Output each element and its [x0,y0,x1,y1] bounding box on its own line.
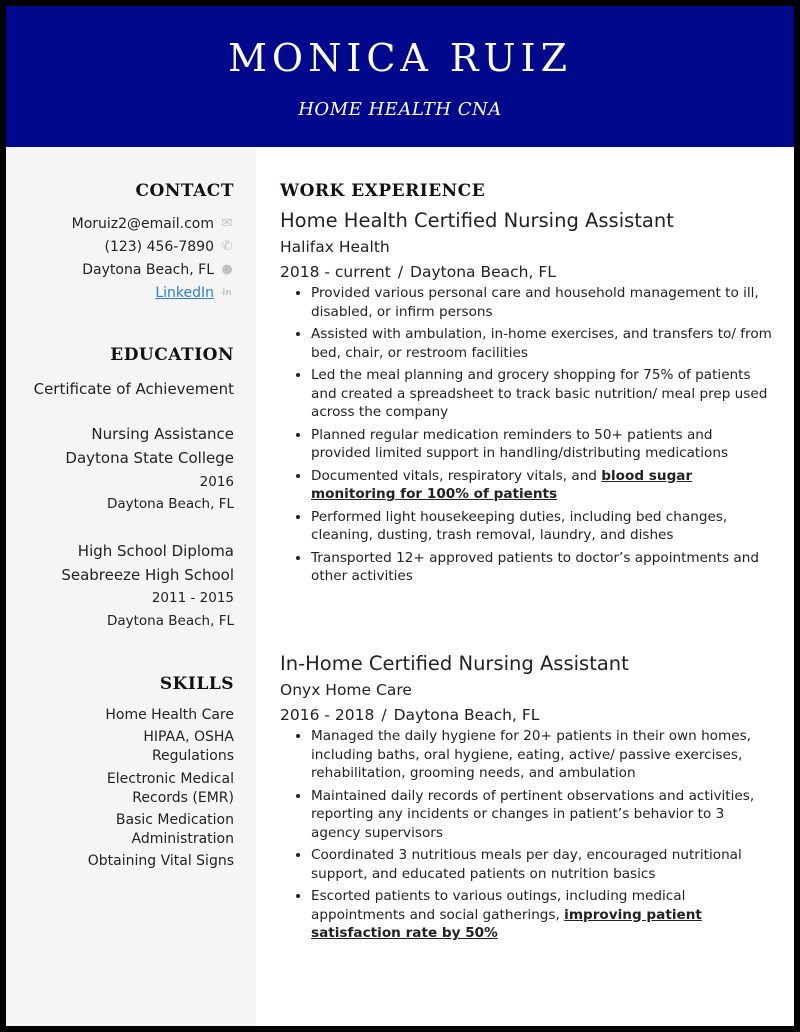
education-1-degree: Certificate of Achievement [33,380,234,398]
job-entry-2 [280,651,775,947]
job-meta [280,261,775,283]
contact-email [72,215,234,233]
job-company: Onyx Home Care [280,681,412,699]
job-title: Home Health Certified Nursing Assistant [280,209,674,232]
bullet-item: • Maintained daily records of pertinent observations and activities, reporting any incidents or changes in patient’s behavior to 3 agency supervisors [311,787,775,843]
job-entry-1 [280,208,775,590]
bullet-item: • Assisted with ambulation, in-home exercises, and transfers to/ from bed, chair, or restroom facilities [311,325,775,362]
resume-page [6,6,794,1026]
bullet-text: Documented vitals, respiratory vitals, and [311,467,602,484]
job-dates: 2016 - 2018 [280,706,375,724]
skill-item: HIPAA, OSHA Regulations [143,729,234,764]
candidate-name: MONICA RUIZ [228,36,572,80]
job-meta [280,704,775,726]
contact-heading: CONTACT [135,181,234,201]
bullet-item: • Provided various personal care and household management to ill, disabled, or infirm persons [311,284,775,321]
phone-text: (123) 456-7890 [104,239,214,255]
skill-item: Obtaining Vital Signs [87,853,234,869]
job-dates: 2018 - current [280,263,391,281]
bullet-item: • Planned regular medication reminders to 50+ patients and provided limited support in handling/distributing medications [311,426,775,463]
sidebar [6,147,256,1026]
education-2-dates: 2011 - 2015 [151,590,234,606]
skill-item: Home Health Care [105,707,234,723]
meta-separator: / [397,263,404,281]
education-1-location: Daytona Beach, FL [106,496,234,512]
contact-linkedin [155,284,234,302]
map-pin-icon: ● [221,262,233,277]
job-location: Daytona Beach, FL [410,263,556,281]
linkedin-icon: in [222,288,232,298]
email-text: Moruiz2@email.com [71,216,214,232]
contact-location [82,261,234,279]
bullet-item: • Led the meal planning and grocery shopping for 75% of patients and created a spreadsheet to track basic nutrition/ meal prep used across the company [311,366,775,422]
education-2-school: Seabreeze High School [61,566,234,584]
job-title: In-Home Certified Nursing Assistant [280,652,629,675]
job-bullets [280,284,775,586]
bullet-highlight: improving patient satisfaction rate by 50% [311,906,702,941]
bullet-item: • Coordinated 3 nutritious meals per day, encouraged nutritional support, and educated patients on nutrition basics [311,846,775,883]
education-1-dates: 2016 [199,474,234,490]
resume-header [6,6,794,147]
bullet-item [311,887,775,943]
education-heading: EDUCATION [110,345,234,365]
bullet-item: • Transported 12+ approved patients to doctor’s appointments and other activities [311,549,775,586]
education-2-location: Daytona Beach, FL [106,613,234,629]
skills-heading: SKILLS [159,674,234,694]
phone-icon: ✆ [221,239,233,254]
meta-separator: / [381,706,387,724]
main-content [280,147,780,1026]
skill-item: Basic Medication Administration [115,812,234,847]
candidate-title: HOME HEALTH CNA [298,99,502,120]
envelope-icon: ✉ [221,216,233,231]
bullet-item: • Performed light housekeeping duties, including bed changes, cleaning, dusting, trash removal, laundry, and dishes [311,508,775,545]
education-2-degree: High School Diploma [77,542,234,560]
bullet-text: Escorted patients to various outings, including medical appointments and social gatherings, [311,888,686,923]
contact-phone [105,238,235,256]
bullet-highlight: blood sugar monitoring for 100% of patients [311,467,693,502]
work-experience-heading: WORK EXPERIENCE [280,181,486,201]
linkedin-link[interactable]: LinkedIn [155,285,214,301]
skill-item: Electronic Medical Records (EMR) [106,771,234,806]
bullet-item: • Managed the daily hygiene for 20+ patients in their own homes, including baths, oral hygiene, eating, active/ passive exercises, rehabilitation, grooming needs, and ambulation [311,727,775,783]
education-1-field: Nursing Assistance [91,425,234,443]
education-1-school: Daytona State College [65,449,234,467]
job-bullets [280,727,775,943]
location-text: Daytona Beach, FL [82,262,214,278]
job-location: Daytona Beach, FL [393,706,540,724]
bullet-item [311,467,775,504]
job-company: Halifax Health [280,238,390,256]
